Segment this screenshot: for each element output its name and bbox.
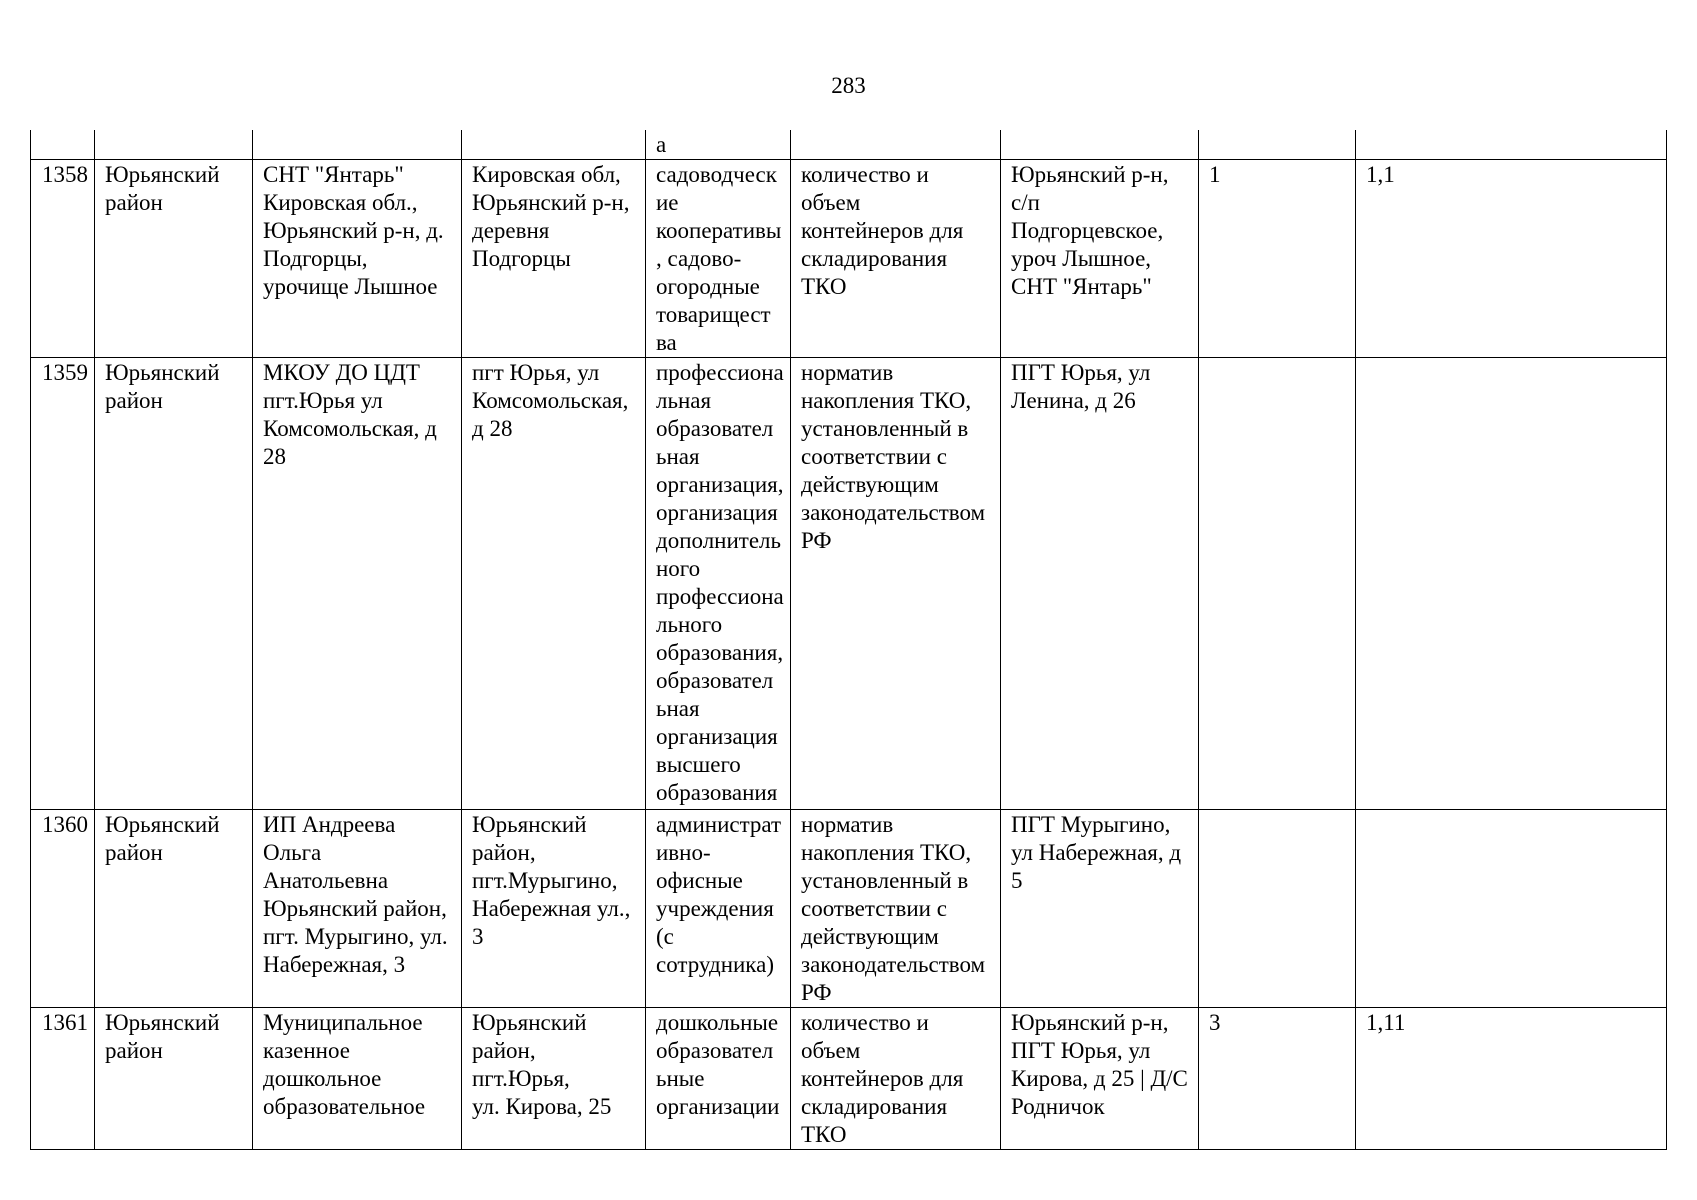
cell-volume — [1356, 130, 1667, 160]
cell-count — [1199, 130, 1356, 160]
cell-category: дошкольные образовател ьные организации — [646, 1008, 791, 1150]
cell-basis — [791, 130, 1001, 160]
cell-num — [31, 130, 95, 160]
table-row — [31, 1008, 1667, 1150]
cell-count — [1199, 810, 1356, 1008]
cell-owner — [253, 130, 462, 160]
cell-owner: ИП Андреева Ольга Анатольевна Юрьянский район, пгт. Мурыгино, ул. Набережная, 3 — [253, 810, 462, 1008]
cell-category: администрат ивно- офисные учреждения (с сотрудника) — [646, 810, 791, 1008]
page-number: 283 — [831, 73, 866, 98]
table-row-continuation — [31, 130, 1667, 160]
cell-address — [462, 130, 646, 160]
cell-district — [95, 130, 253, 160]
cell-volume — [1356, 358, 1667, 810]
cell-volume: 1,11 — [1356, 1008, 1667, 1150]
cell-volume — [1356, 810, 1667, 1008]
cell-site: ПГТ Мурыгино, ул Набережная, д 5 — [1001, 810, 1199, 1008]
cell-count: 1 — [1199, 160, 1356, 358]
cell-site: Юрьянский р-н, ПГТ Юрья, ул Кирова, д 25 | Д/С Родничок — [1001, 1008, 1199, 1150]
cell-category: а — [646, 130, 791, 160]
cell-basis: количество и объем контейнеров для складирования ТКО — [791, 1008, 1001, 1150]
cell-basis: норматив накопления ТКО, установленный в соответствии с действующим законодательством РФ — [791, 358, 1001, 810]
cell-address: Юрьянский район, пгт.Мурыгино, Набережная ул., 3 — [462, 810, 646, 1008]
cell-basis: количество и объем контейнеров для складирования ТКО — [791, 160, 1001, 358]
cell-count — [1199, 358, 1356, 810]
cell-count: 3 — [1199, 1008, 1356, 1150]
cell-owner: МКОУ ДО ЦДТ пгт.Юрья ул Комсомольская, д 28 — [253, 358, 462, 810]
cell-district: Юрьянский район — [95, 358, 253, 810]
cell-owner: Муниципальное казенное дошкольное образовательное — [253, 1008, 462, 1150]
cell-category: профессиона льная образовател ьная организация, организация дополнитель ного профессиона льного образования, образовател ьная организация высшего образования — [646, 358, 791, 810]
cell-num: 1359 — [31, 358, 95, 810]
table-row — [31, 160, 1667, 358]
cell-num: 1358 — [31, 160, 95, 358]
cell-volume: 1,1 — [1356, 160, 1667, 358]
table-row — [31, 358, 1667, 810]
cell-address: Кировская обл, Юрьянский р-н, деревня Подгорцы — [462, 160, 646, 358]
cell-site: Юрьянский р-н, с/п Подгорцевское, уроч Лышное, СНТ "Янтарь" — [1001, 160, 1199, 358]
cell-num: 1361 — [31, 1008, 95, 1150]
registry-table — [30, 130, 1667, 1150]
cell-site — [1001, 130, 1199, 160]
cell-basis: норматив накопления ТКО, установленный в соответствии с действующим законодательством РФ — [791, 810, 1001, 1008]
cell-address: Юрьянский район, пгт.Юрья, ул. Кирова, 25 — [462, 1008, 646, 1150]
cell-site: ПГТ Юрья, ул Ленина, д 26 — [1001, 358, 1199, 810]
cell-district: Юрьянский район — [95, 1008, 253, 1150]
cell-num: 1360 — [31, 810, 95, 1008]
cell-district: Юрьянский район — [95, 160, 253, 358]
cell-district: Юрьянский район — [95, 810, 253, 1008]
cell-owner: СНТ "Янтарь" Кировская обл., Юрьянский р-н, д. Подгорцы, урочище Лышное — [253, 160, 462, 358]
cell-category: садоводческ ие кооперативы , садово- огородные товарищест ва — [646, 160, 791, 358]
cell-address: пгт Юрья, ул Комсомольская, д 28 — [462, 358, 646, 810]
table-row — [31, 810, 1667, 1008]
